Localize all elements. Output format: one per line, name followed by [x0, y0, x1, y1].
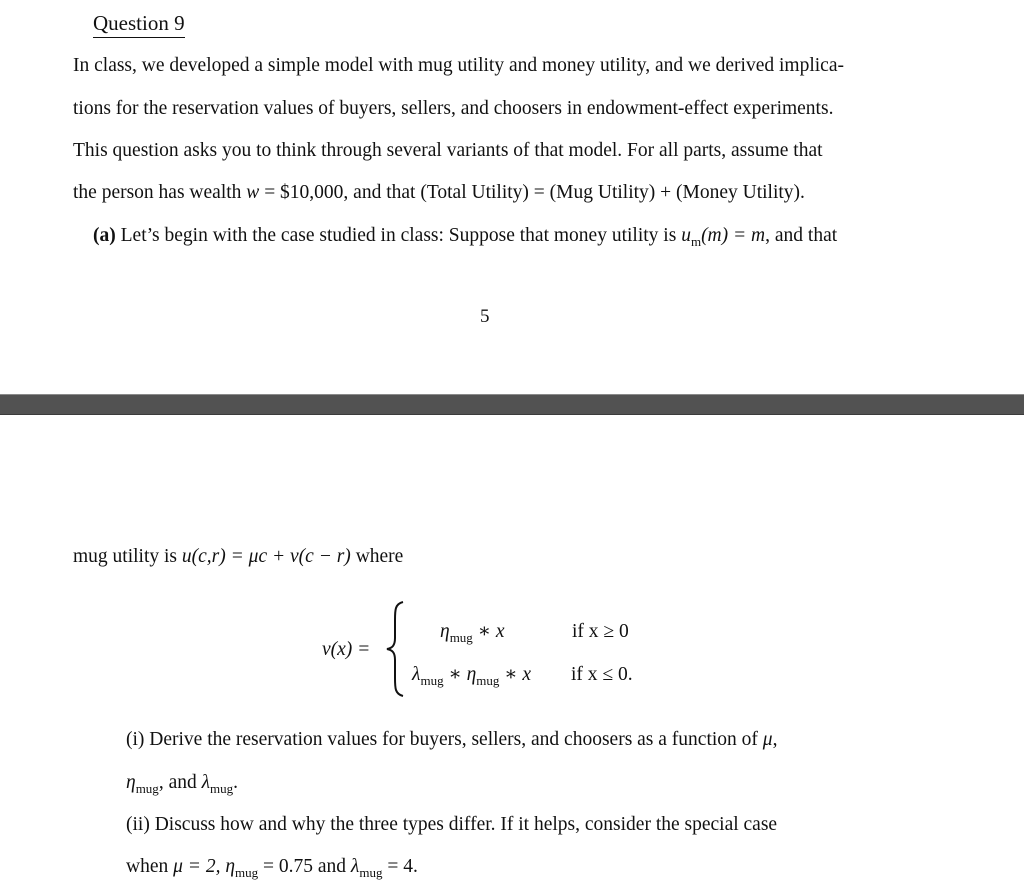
- left-brace: [385, 600, 407, 698]
- page-number: 5: [480, 306, 490, 327]
- part-a-line: (a) Let’s begin with the case studied in class: Suppose that money utility is $u_m(m) = m$, and that: [93, 225, 838, 249]
- sub-i-line-2: $\eta_{mug}$, and $\lambda_{mug}$.: [126, 772, 239, 796]
- sub-ii-line-1: (ii) Discuss how and why the three types differ. If it helps, consider the special case: [126, 814, 778, 835]
- case-2-expression: $\lambda_{mug}$ ∗ $\eta_{mug}$ ∗ x: [412, 664, 532, 688]
- part-a-label: (a): [93, 225, 116, 246]
- case-2-condition: if x ≤ 0.: [571, 664, 633, 685]
- intro-line-4: the person has wealth w = $10,000, and that (Total Utility) = (Mug Utility) + (Money Utility).: [73, 182, 805, 203]
- question-title: Question 9: [93, 10, 185, 38]
- intro-line-1: In class, we developed a simple model with mug utility and money utility, and we derived implica-: [73, 55, 844, 76]
- intro-line-2: tions for the reservation values of buyers, sellers, and choosers in endowment-effect experiments.: [73, 98, 834, 119]
- intro-line-3: This question asks you to think through several variants of that model. For all parts, assume that: [73, 140, 823, 161]
- case-1-expression: $\eta_{mug}$ ∗ x: [440, 621, 505, 645]
- sub-ii-line-2: when μ = 2, $\eta_{mug} = 0.75$ and $\lambda_{mug} = 4$.: [126, 856, 418, 880]
- page-divider: [0, 394, 1024, 415]
- case-1-condition: if x ≥ 0: [572, 621, 629, 642]
- piecewise-lhs: v(x) =: [322, 639, 371, 660]
- part-a-continuation: mug utility is u(c,r) = μc + v(c − r) where: [73, 546, 404, 567]
- sub-i-line-1: (i) Derive the reservation values for buyers, sellers, and choosers as a function of μ,: [126, 729, 778, 750]
